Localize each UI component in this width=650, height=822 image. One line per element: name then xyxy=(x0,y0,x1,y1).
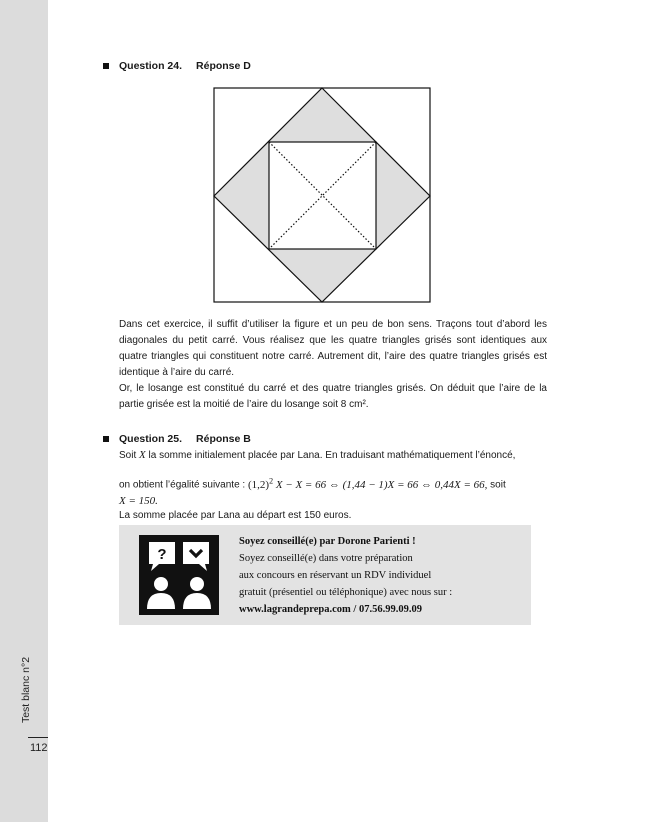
person-left-head xyxy=(154,577,168,591)
explanation-25-equation-line: on obtient l’égalité suivante : $(1,2)^2$ X − X = 66 ⇔ (1,44 − 1)X = 66 ⇔ 0,44X = 66, soit xyxy=(119,476,506,491)
promo-box xyxy=(119,525,531,625)
promo-text xyxy=(239,533,452,618)
explanation-24-paragraph-1: Dans cet exercice, il suffit d’utiliser la figure et un peu de bon sens. Traçons tout d’abord les diagonales du petit carré. Vous réalisez que les quatre triangles grisés sont identiques aux quatre triangles qui constituent notre carré. Autrement dit, l’aire des quatre triangles grisés est identique à l’aire du carré. xyxy=(119,319,547,378)
explanation-25-conclusion: La somme placée par Lana au départ est 150 euros. xyxy=(119,509,352,521)
square-bullet-icon xyxy=(103,436,109,442)
explanation-24-paragraph-2: Or, le losange est constitué du carré et des quatre triangles grisés. On déduit que l’aire de la partie grisée est la moitié de l’aire du losange soit 8 cm². xyxy=(119,383,547,410)
consultation-icon xyxy=(139,535,219,615)
question-24-title: Question 24. xyxy=(119,60,183,72)
question-24-answer: Réponse D xyxy=(196,60,251,72)
equation: $(1,2)^2$ X − X = 66 ⇔ (1,44 − 1)X = 66 ⇔ 0,44X = 66, xyxy=(247,476,488,491)
question-mark-icon: ? xyxy=(157,546,167,563)
promo-title: Soyez conseillé(e) par Dorone Parienti ! xyxy=(239,536,416,547)
question-25-answer: Réponse B xyxy=(196,433,251,445)
promo-line-1: Soyez conseillé(e) dans votre préparation xyxy=(239,553,413,564)
question-24-heading xyxy=(103,60,251,72)
inner-square xyxy=(269,142,376,249)
explanation-25-result: X = 150. xyxy=(119,494,158,507)
question-25-title: Question 25. xyxy=(119,433,183,445)
page-number: 112 xyxy=(30,742,48,754)
explanation-25-line-1: Soit X la somme initialement placée par Lana. En traduisant mathématiquement l’énoncé, xyxy=(119,449,516,461)
promo-line-3: gratuit (présentiel ou téléphonique) avec nous sur : xyxy=(239,587,453,598)
person-right-head xyxy=(190,577,204,591)
explanation-25 xyxy=(119,447,547,524)
page-number-rule xyxy=(28,737,48,738)
section-label: Test blanc n°2 xyxy=(20,656,32,724)
geometry-figure xyxy=(213,87,431,305)
promo-line-2: aux concours en réservant un RDV individuel xyxy=(239,570,432,581)
question-25-heading xyxy=(103,433,251,445)
variable-x: X xyxy=(139,449,146,461)
explanation-24 xyxy=(119,317,547,413)
square-bullet-icon xyxy=(103,63,109,69)
promo-contact: www.lagrandeprepa.com / 07.56.99.09.09 xyxy=(239,604,422,615)
